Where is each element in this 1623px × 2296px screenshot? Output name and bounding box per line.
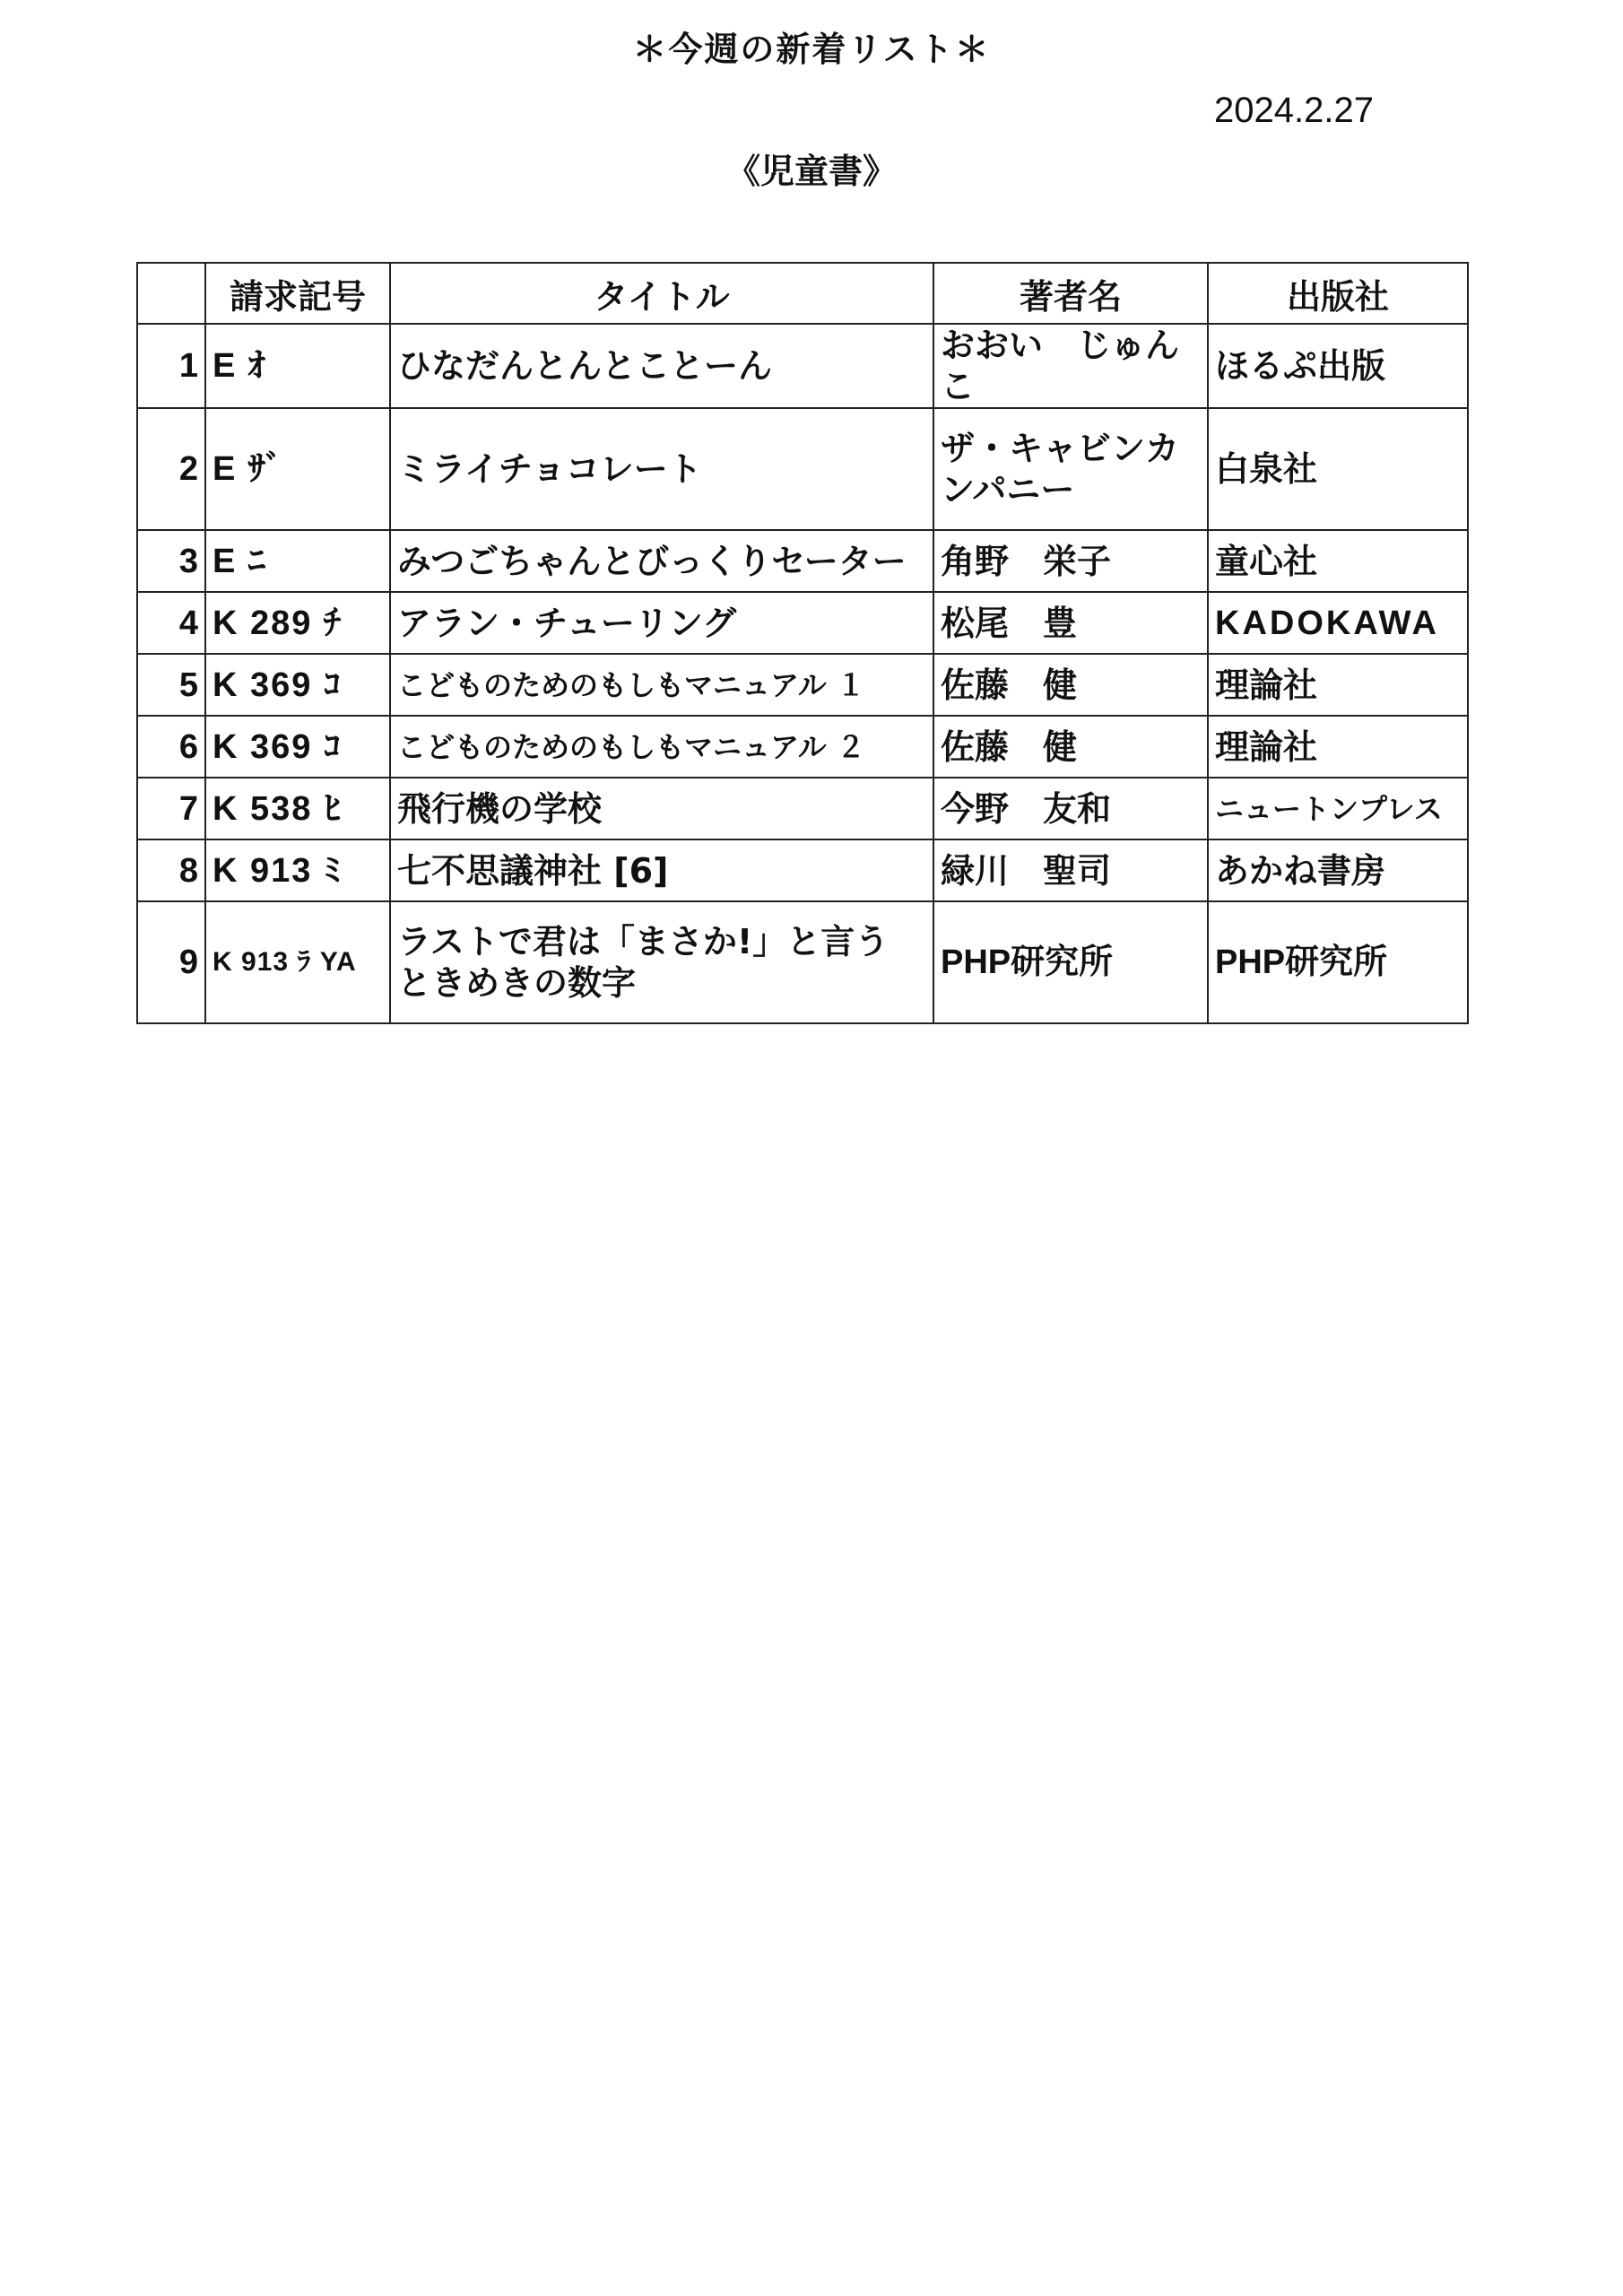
- call-number: E ﾆ: [205, 530, 390, 592]
- publisher-name: 白泉社: [1208, 408, 1468, 530]
- list-date: 2024.2.27: [1214, 91, 1374, 130]
- column-header-author: 著者名: [933, 263, 1208, 324]
- publisher-name: ニュートンプレス: [1208, 778, 1468, 839]
- call-number: K 538 ﾋ: [205, 778, 390, 839]
- book-title: みつごちゃんとびっくりセーター: [390, 530, 933, 592]
- call-number: K 913 ﾐ: [205, 839, 390, 901]
- table-row: [137, 654, 1468, 716]
- publisher-name: 理論社: [1208, 716, 1468, 778]
- row-number: 5: [137, 654, 205, 716]
- row-number: 2: [137, 408, 205, 530]
- publisher-name: 理論社: [1208, 654, 1468, 716]
- row-number: 6: [137, 716, 205, 778]
- new-arrivals-table: [136, 262, 1469, 1024]
- author-name: 角野 栄子: [933, 530, 1208, 592]
- publisher-name: ほるぷ出版: [1208, 324, 1468, 408]
- author-name: おおい じゅんこ: [933, 324, 1208, 408]
- author-name: 今野 友和: [933, 778, 1208, 839]
- table-row: [137, 839, 1468, 901]
- column-header-number: [137, 263, 205, 324]
- table-row: [137, 778, 1468, 839]
- row-number: 4: [137, 592, 205, 654]
- book-title: アラン・チューリング: [390, 592, 933, 654]
- book-title: 飛行機の学校: [390, 778, 933, 839]
- author-name: PHP研究所: [933, 901, 1208, 1023]
- page-title: ＊今週の新着リスト＊: [632, 30, 991, 69]
- call-number: K 289 ﾁ: [205, 592, 390, 654]
- table-row: [137, 408, 1468, 530]
- column-header-title: タイトル: [390, 263, 933, 324]
- row-number: 9: [137, 901, 205, 1023]
- table-header-row: [137, 263, 1468, 324]
- column-header-publisher: 出版社: [1208, 263, 1468, 324]
- section-heading: 《児童書》: [725, 152, 897, 191]
- call-number: E ｻﾞ: [205, 408, 390, 530]
- book-title: ミライチョコレート: [390, 408, 933, 530]
- row-number: 7: [137, 778, 205, 839]
- author-name: 松尾 豊: [933, 592, 1208, 654]
- call-number: E ｵ: [205, 324, 390, 408]
- row-number: 1: [137, 324, 205, 408]
- author-name: 佐藤 健: [933, 654, 1208, 716]
- book-title: こどものためのもしもマニュアル １: [390, 654, 933, 716]
- book-title: ラストで君は「まさか!」と言う ときめきの数字: [390, 901, 933, 1023]
- column-header-call-number: 請求記号: [205, 263, 390, 324]
- row-number: 3: [137, 530, 205, 592]
- publisher-name: PHP研究所: [1208, 901, 1468, 1023]
- table-row: [137, 592, 1468, 654]
- table-row: [137, 530, 1468, 592]
- author-name: ザ・キャビンカンパニー: [933, 408, 1208, 530]
- book-title: こどものためのもしもマニュアル ２: [390, 716, 933, 778]
- publisher-name: KADOKAWA: [1208, 592, 1468, 654]
- publisher-name: 童心社: [1208, 530, 1468, 592]
- call-number: K 369 ｺ: [205, 654, 390, 716]
- table-row: [137, 716, 1468, 778]
- row-number: 8: [137, 839, 205, 901]
- call-number: K 369 ｺ: [205, 716, 390, 778]
- author-name: 佐藤 健: [933, 716, 1208, 778]
- publisher-name: あかね書房: [1208, 839, 1468, 901]
- table-row: [137, 324, 1468, 408]
- book-title: ひなだんとんとことーん: [390, 324, 933, 408]
- table-row: [137, 901, 1468, 1023]
- author-name: 緑川 聖司: [933, 839, 1208, 901]
- call-number: K 913 ﾗ YA: [205, 901, 390, 1023]
- book-title: 七不思議神社 [6]: [390, 839, 933, 901]
